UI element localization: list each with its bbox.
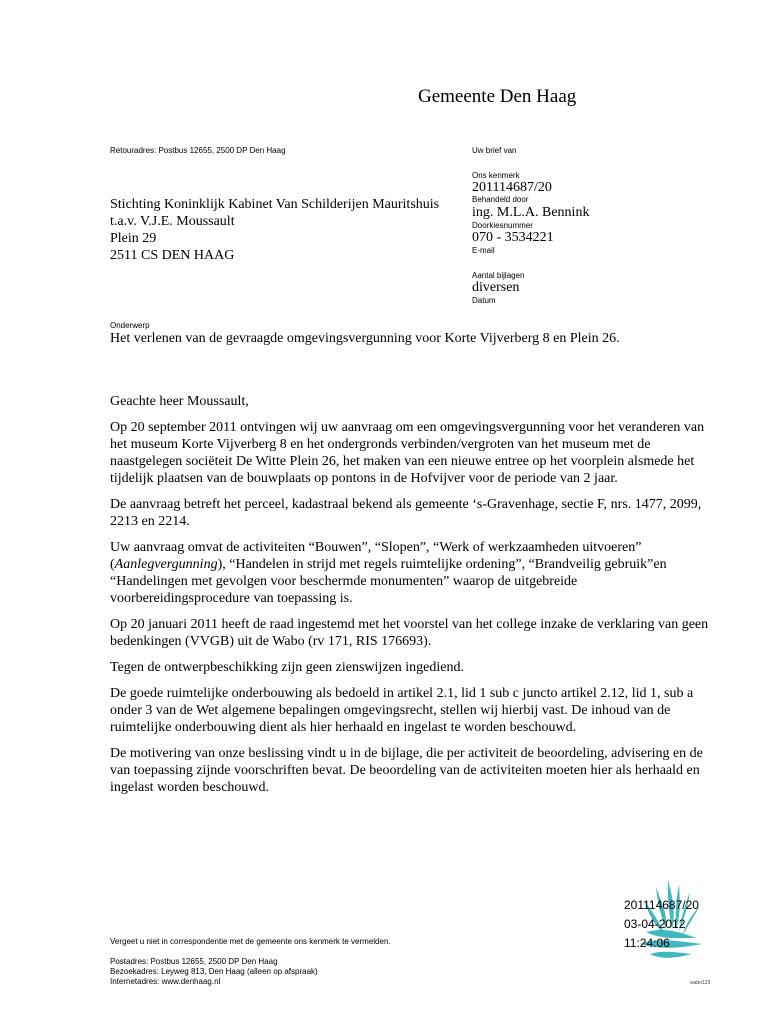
paragraph-text: ), “Handelen in strijd met regels ruimtelijke ordening”, “Brandveilig gebruik”en “Handelingen met gevolgen voor beschermde monumenten” waarop de uitgebreide voorbereidingsprocedure van toepassing is. (110, 557, 667, 606)
paragraph (110, 539, 715, 607)
footer-note: Vergeet u niet in correspondentie met de gemeente ons kenmerk te vermelden. (110, 937, 391, 946)
behandeld-value: ing. M.L.A. Bennink (472, 205, 590, 220)
uw-brief-label: Uw brief van (472, 146, 517, 155)
bijlagen-label: Aantal bijlagen (472, 271, 525, 280)
organisation-name: Gemeente Den Haag (418, 86, 577, 107)
recipient-line: t.a.v. V.J.E. Moussault (110, 214, 235, 229)
footer-internet: Internetadres: www.denhaag.nl (110, 977, 221, 986)
document-stamp (624, 896, 699, 953)
subject-text: Het verlenen van de gevraagde omgevingsvergunning voor Korte Vijverberg 8 en Plein 26. (110, 331, 620, 346)
footer-bezoekadres: Bezoekadres: Leyweg 813, Den Haag (alleen op afspraak) (110, 967, 318, 976)
salutation: Geachte heer Moussault, (110, 394, 249, 409)
datum-label: Datum (472, 296, 496, 305)
paragraph-text: Uw aanvraag omvat de activiteiten “Bouwen”, “Slopen”, “Werk of werkzaamheden uitvoeren” ( (110, 540, 642, 572)
stamp-datum: 03-04-2012 (624, 917, 686, 931)
doorkies-value: 070 - 3534221 (472, 230, 554, 245)
recipient-line: Plein 29 (110, 231, 157, 246)
paragraph: Tegen de ontwerpbeschikking zijn geen zienswijzen ingediend. (110, 660, 464, 675)
ons-kenmerk-value: 201114687/20 (472, 180, 552, 195)
recipient-address (110, 196, 439, 264)
paragraph: De aanvraag betreft het perceel, kadastraal bekend als gemeente ‘s-Gravenhage, sectie F, nrs. 1477, 2099, 2213 en 2214. (110, 497, 702, 529)
paragraph: De motivering van onze beslissing vindt u in de bijlage, die per activiteit de beoordeling, advisering en de van toepassing zijnde voorschriften bevat. De beoordeling van de activiteiten moeten hier als herhaald en ingelast worden beschouwd. (110, 746, 703, 795)
stamp-tijd: 11:24:06 (624, 936, 670, 950)
return-address: Retouradres: Postbus 12655, 2500 DP Den Haag (110, 146, 286, 155)
doorkies-label: Doorkiesnummer (472, 221, 533, 230)
stamp-kenmerk: 201114687/20 (624, 898, 699, 912)
bijlagen-value: diversen (472, 280, 520, 295)
ons-kenmerk-label: Ons kenmerk (472, 171, 520, 180)
paragraph: De goede ruimtelijke onderbouwing als bedoeld in artikel 2.1, lid 1 sub c juncto artikel 2.12, lid 1, sub a onder 3 van de Wet algemene bepalingen omgevingsrecht, stellen wij hierbij vast. De inhoud van de ruimtelijke onderbouwing dient als hier herhaald en ingelast te worden beschouwd. (110, 686, 694, 735)
footer-postadres: Postadres: Postbus 12655, 2500 DP Den Haag (110, 957, 278, 966)
subject-label: Onderwerp (110, 321, 150, 330)
behandeld-label: Behandeld door (472, 195, 529, 204)
recipient-line: 2511 CS DEN HAAG (110, 248, 235, 263)
letter-body (110, 393, 715, 805)
paragraph: Op 20 januari 2011 heeft de raad ingestemd met het voorstel van het college inzake de verklaring van geen bedenkingen (VVGB) uit de Wabo (rv 171, RIS 176693). (110, 617, 709, 649)
paragraph: Op 20 september 2011 ontvingen wij uw aanvraag om een omgevingsvergunning voor het veranderen van het museum Korte Vijverberg 8 en het ondergronds verbinden/vergroten van het museum met de naastgelegen sociëteit De Witte Plein 26, het maken van een nieuwe entree op het voorplein alsmede het tijdelijk plaatsen van de bouwplaats op pontons in de Hofvijver voor de periode van 2 jaar. (110, 420, 705, 486)
footer-addresses (110, 957, 318, 987)
paragraph-italic: Aanlegvergunning (114, 557, 218, 572)
stamp-code: wabo123 (690, 980, 711, 986)
recipient-line: Stichting Koninklijk Kabinet Van Schilderijen Mauritshuis (110, 197, 440, 212)
email-label: E-mail (472, 246, 495, 255)
